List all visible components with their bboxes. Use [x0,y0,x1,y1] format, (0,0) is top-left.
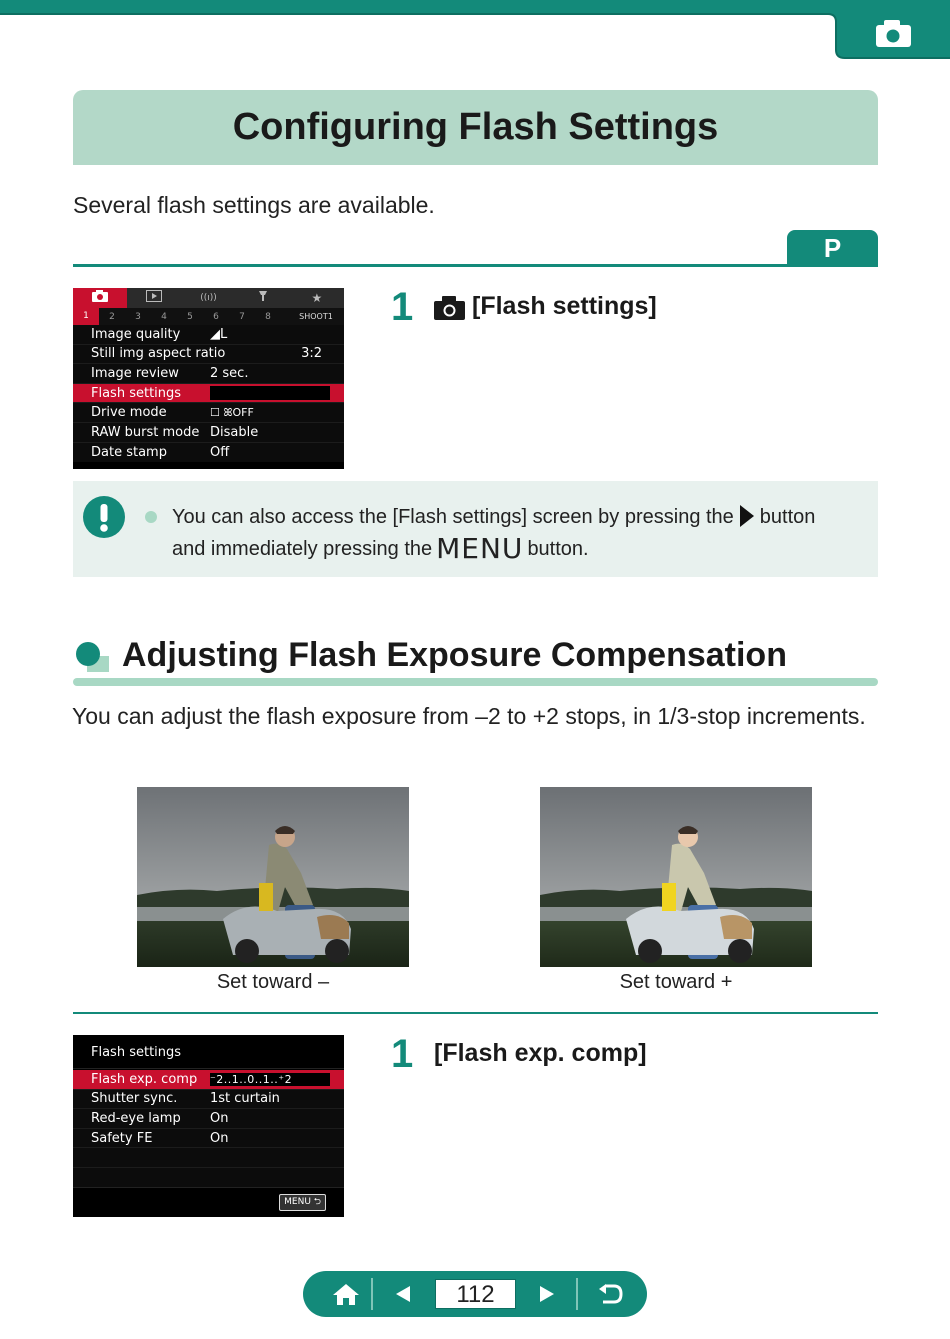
menu-row-label: Image review [91,365,179,381]
menu-row [73,403,344,423]
menu-row-value: On [210,1110,229,1126]
note-line-2 [172,532,589,565]
note-text: and immediately pressing the [172,538,433,560]
menu-row-value: 3:2 [301,346,322,362]
camera-icon [434,296,465,325]
menu-row-value: ⁻2..1..0..1..⁺2 [210,1073,330,1086]
menu-row-value: 2 sec. [210,365,249,381]
menu-row-empty [73,1168,344,1188]
header-banner [0,0,950,64]
page-number-field[interactable]: 112 [435,1279,516,1309]
section-bullet-icon [75,642,111,679]
step-number: 1 [391,1032,414,1076]
play-icon [127,288,181,308]
menu-row-value [210,386,330,400]
note-text: button [759,506,816,528]
menu-page-label: SHOOT1 [299,312,333,321]
menu-button-label: MENU [436,532,524,565]
menu-row [73,325,344,345]
menu-row-label: RAW burst mode [91,424,200,440]
menu-row-label: Shutter sync. [91,1091,178,1107]
camera-icon [73,288,127,308]
caution-icon [83,496,125,543]
menu-row-selected [73,384,344,404]
subtab-7: 7 [239,311,245,322]
wireless-icon: ((ı)) [200,293,217,303]
nav-separator [371,1278,373,1310]
menu-row [73,1090,344,1110]
menu-row-label: Red-eye lamp [91,1110,181,1126]
menu-row-value: ◢L [210,326,228,342]
mode-divider [73,264,878,267]
menu-row-empty [73,1148,344,1168]
subtab-6: 6 [213,311,219,322]
menu-row-label: Safety FE [91,1130,153,1146]
right-arrow-icon [740,505,754,527]
screen-title: Flash settings [73,1035,344,1069]
menu-row-label: Flash settings [73,386,210,401]
menu-row-value: ☐ ꕤOFF [210,405,254,419]
subtab-4: 4 [161,311,167,322]
subtab-5: 5 [187,311,193,322]
menu-row-value: 1st curtain [210,1091,280,1107]
menu-row-value: Off [210,444,230,460]
mode-badge: P [787,230,878,267]
subtab-3: 3 [135,311,141,322]
bullet-dot [145,511,157,523]
menu-row-label: Still img aspect ratio [91,346,226,362]
menu-row-value: Disable [210,424,259,440]
camera-menu-screen [73,288,344,469]
menu-row-selected [73,1070,344,1090]
note-text: You can also access the [Flash settings] screen by pressing the [172,506,734,528]
section-divider [73,1012,878,1014]
sample-photo-minus [137,787,409,967]
next-page-icon[interactable] [527,1271,567,1317]
wrench-icon [236,288,290,308]
note-line-1 [172,505,815,529]
home-icon[interactable] [321,1271,371,1317]
menu-row-label: Drive mode [91,405,167,421]
intro-text: Several flash settings are available. [73,192,435,218]
section-description: You can adjust the flash exposure from –2 to +2 stops, in 1/3-stop increments. [72,703,866,729]
photo-caption: Set toward – [216,971,330,993]
page-title: Configuring Flash Settings [232,106,719,148]
prev-page-icon[interactable] [383,1271,423,1317]
back-icon[interactable] [587,1271,633,1317]
section-title: Adjusting Flash Exposure Compensation [122,636,787,674]
step-number: 1 [391,285,414,329]
menu-back-chip: MENU ⮌ [279,1194,326,1211]
step-instruction: [Flash exp. comp] [434,1039,647,1067]
nav-separator [576,1278,578,1310]
flash-settings-screen [73,1035,344,1217]
subtab-8: 8 [265,311,271,322]
menu-subtabs [73,308,344,325]
menu-row [73,1109,344,1129]
menu-row-label: Flash exp. comp [73,1072,210,1087]
photo-caption: Set toward + [619,971,733,993]
menu-row-label: Date stamp [91,444,167,460]
menu-row-value: On [210,1130,229,1146]
menu-row-label: Image quality [91,326,181,342]
page-title-box [73,90,878,165]
menu-row [73,423,344,443]
subtab-2: 2 [109,311,115,322]
subtab-1: 1 [73,308,99,325]
menu-row [73,364,344,384]
note-text: button. [527,538,589,560]
menu-row [73,345,344,365]
menu-tabs [73,288,344,308]
star-icon: ★ [311,291,323,305]
menu-row [73,443,344,463]
menu-row [73,1129,344,1149]
sample-photo-plus [540,787,812,967]
section-underline [73,678,878,686]
screen-footer [73,1187,344,1217]
step-instruction: [Flash settings] [472,292,657,320]
